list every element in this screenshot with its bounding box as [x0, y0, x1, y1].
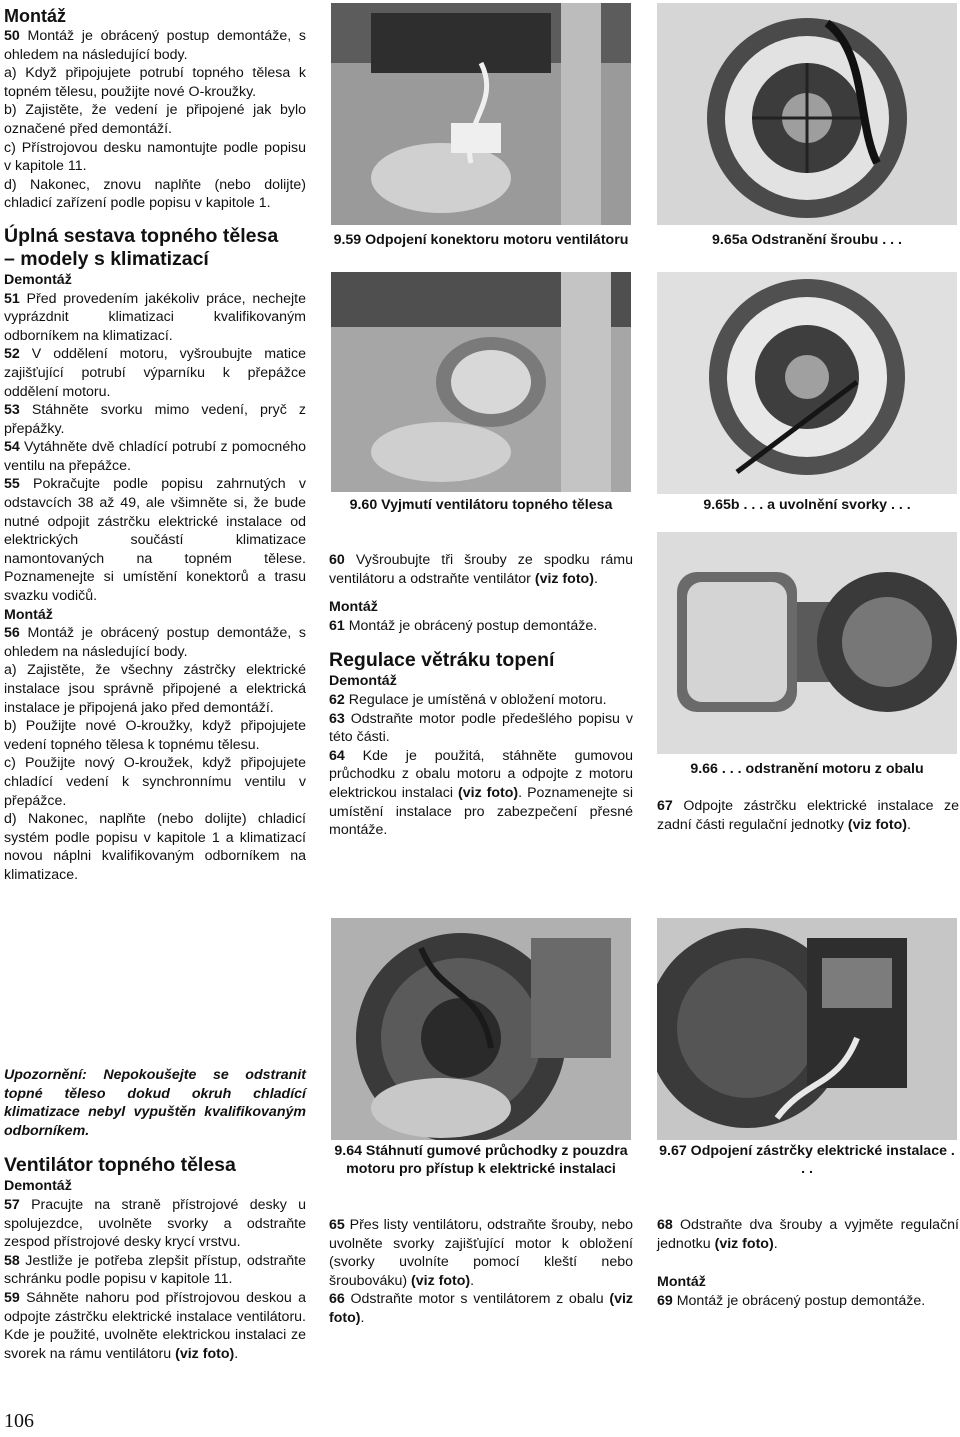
step-number: 52 — [4, 346, 20, 363]
step-text: Odpojte zástrčku elektrické instalace ze zadní části regulační jednotky — [657, 798, 959, 833]
photo-9-60 — [331, 272, 631, 492]
step-text: Regulace je umístěná v obložení motoru. — [344, 691, 607, 708]
paragraph-62 — [329, 691, 633, 710]
item-c2: c) Použijte nový O-kroužek, když připojujete chladící vedení k synchronnímu ventilu v přepážce. — [4, 755, 306, 809]
column-1-lower — [4, 1066, 306, 1363]
step-number: 51 — [4, 290, 20, 307]
step-number: 57 — [4, 1196, 20, 1213]
caption-9-67: 9.67 Odpojení zástrčky elektrické instalace . . . — [659, 1143, 955, 1177]
photo-ref: (viz foto) — [458, 784, 519, 801]
warning-label: Upozornění: — [4, 1067, 87, 1083]
step-number: 56 — [4, 625, 20, 642]
paragraph-69 — [657, 1292, 959, 1311]
photo-9-65a — [657, 3, 957, 225]
step-text: V oddělení motoru, vyšroubujte matice zajišťující potrubí výparníku k přepážce oddělení motoru. — [4, 346, 306, 400]
photo-ref: (viz foto) — [534, 570, 594, 587]
step-text: Montáž je obrácený postup demontáže, s ohledem na následující body. — [4, 625, 306, 660]
photo-9-65a-image — [657, 3, 957, 225]
section-heading-line-1: Úplná sestava topného tělesa — [4, 224, 279, 247]
paragraph-64 — [329, 747, 633, 840]
step-number: 59 — [4, 1289, 20, 1306]
paragraph-59 — [4, 1289, 306, 1363]
photo-9-66-image — [657, 532, 957, 754]
step-text-end: . — [906, 816, 911, 833]
subheading-demontaz: Demontáž — [329, 673, 397, 690]
heading-montaz: Montáž — [4, 6, 66, 26]
item-a2: a) Zajistěte, že všechny zástrčky elektrické instalace jsou správně připojené a elektrická instalace je připojená jako před demontáží. — [4, 662, 306, 716]
paragraph-53 — [4, 401, 306, 438]
step-text: Stáhněte svorku mimo vedení, pryč z přepážky. — [4, 402, 306, 437]
page-number: 106 — [4, 1410, 34, 1432]
step-number: 58 — [4, 1252, 20, 1269]
section-heading-ventilator: Ventilátor topného tělesa — [4, 1154, 236, 1177]
step-text: Montáž je obrácený postup demontáže. — [344, 617, 598, 634]
photo-9-65b — [657, 272, 957, 494]
step-number: 65 — [329, 1217, 345, 1233]
step-text: Odstraňte motor s ventilátorem z obalu — [344, 1291, 610, 1308]
subheading-demontaz-2: Demontáž — [4, 1178, 72, 1195]
step-number: 60 — [329, 552, 345, 568]
step-number: 53 — [4, 402, 20, 419]
photo-ref: (viz foto) — [411, 1272, 471, 1289]
caption-9-59: 9.59 Odpojení konektoru motoru ventilátoru — [333, 232, 629, 248]
step-text-end: . — [360, 1309, 365, 1326]
paragraph-58 — [4, 1252, 306, 1289]
step-number: 61 — [329, 617, 345, 634]
paragraph-54 — [4, 438, 306, 475]
step-text: Jestliže je potřeba zlepšit přístup, odstraňte schránku podle popisu v kapitole 11. — [4, 1252, 306, 1288]
subheading-demontaz: Demontáž — [4, 271, 72, 288]
step-text: Kde je použitá, stáhněte gumovou průchodku z obalu motoru a odpojte z motoru elektrickou instalaci — [329, 747, 633, 801]
subheading-montaz: Montáž — [4, 606, 53, 623]
caption-9-66: 9.66 . . . odstranění motoru z obalu — [690, 761, 924, 777]
item-b2: b) Použijte nové O-kroužky, když připojujete vedení topného tělesa k topnému tělesu. — [4, 718, 306, 753]
column-3-text — [657, 797, 959, 834]
step-number: 68 — [657, 1217, 673, 1233]
section-heading-regulace: Regulace větráku topení — [329, 649, 555, 672]
paragraph-65 — [329, 1216, 633, 1290]
photo-9-59 — [331, 3, 631, 225]
caption-9-64: 9.64 Stáhnutí gumové průchodky z pouzdra motoru pro přístup k elektrické instalaci — [334, 1143, 628, 1177]
paragraph-60 — [329, 551, 633, 588]
warning-note — [4, 1066, 306, 1140]
step-text: Sáhněte nahoru pod přístrojovou deskou a odpojte zástrčku elektrické instalace ventilátoru. Kde je použité, uvolněte elektrickou instalaci ze svorek na rámu ventilátoru — [4, 1289, 306, 1362]
photo-9-65b-image — [657, 272, 957, 494]
step-text: Odstraňte motor podle předešlého popisu v této části. — [329, 710, 633, 746]
step-text-end: . — [593, 570, 598, 587]
paragraph-67 — [657, 797, 959, 834]
paragraph-57 — [4, 1196, 306, 1252]
photo-9-67-image — [657, 918, 957, 1140]
step-text: Vytáhněte dvě chladící potrubí z pomocného ventilu na přepážce. — [4, 439, 306, 474]
photo-9-66 — [657, 532, 957, 754]
step-number: 69 — [657, 1292, 673, 1309]
step-number: 55 — [4, 476, 20, 493]
step-number: 50 — [4, 28, 20, 44]
item-d2: d) Nakonec, naplňte (nebo dolijte) chladicí systém podle popisu v kapitole 1 a klimatizací novou náplni kvalifikovaným odborníkem na klimatizace. — [4, 811, 306, 883]
step-text: Přes listy ventilátoru, odstraňte šrouby, nebo uvolněte svorky zajišťující motor k obložení (svorky uvolníte pomocí kleští nebo šroubováku) — [329, 1217, 633, 1289]
subheading-montaz: Montáž — [657, 1274, 706, 1291]
paragraph-63 — [329, 710, 633, 747]
photo-9-67 — [657, 918, 957, 1140]
step-number: 62 — [329, 691, 345, 708]
photo-9-59-image — [331, 3, 631, 225]
photo-ref: (viz foto) — [175, 1345, 235, 1362]
paragraph-55 — [4, 475, 306, 605]
photo-ref: (viz foto) — [329, 1291, 633, 1326]
caption-9-65b: 9.65b . . . a uvolnění svorky . . . — [703, 497, 911, 513]
paragraph-66 — [329, 1290, 633, 1327]
step-text: Montáž je obrácený postup demontáže, s ohledem na následující body. — [4, 28, 306, 63]
column-3-lower — [657, 1216, 959, 1310]
paragraph-61 — [329, 617, 633, 636]
paragraph-50 — [4, 27, 306, 64]
item-b1: b) Zajistěte, že vedení je připojené jak bylo označené před demontáží. — [4, 102, 306, 137]
section-heading-line-2: – modely s klimatizací — [4, 247, 209, 270]
subheading-montaz: Montáž — [329, 599, 378, 616]
column-2-text — [329, 551, 633, 840]
item-c1: c) Přístrojovou desku namontujte podle popisu v kapitole 11. — [4, 139, 306, 175]
warning-text: Nepokoušejte se odstranit topné těleso dokud okruh chladící klimatizace nebyl vypuštěn kvalifikovaným odborníkem. — [4, 1067, 306, 1139]
step-text-end: . Poznamenejte si umístění instalace pro zabezpečení přesné montáže. — [329, 784, 633, 839]
step-number: 63 — [329, 710, 345, 727]
step-number: 54 — [4, 439, 20, 456]
photo-9-64-image — [331, 918, 631, 1140]
step-text-end: . — [234, 1345, 239, 1362]
step-text: Odstraňte dva šrouby a vyjměte regulační jednotku — [657, 1217, 959, 1252]
step-number: 64 — [329, 747, 345, 764]
step-number: 66 — [329, 1291, 345, 1308]
photo-ref: (viz foto) — [714, 1235, 774, 1252]
step-number: 67 — [657, 798, 673, 814]
paragraph-52 — [4, 345, 306, 401]
step-text: Pracujte na straně přístrojové desky u spolujezdce, uvolněte svorky a odstraňte zespod přístrojové desky krycí vrstvu. — [4, 1196, 306, 1251]
caption-9-60: 9.60 Vyjmutí ventilátoru topného tělesa — [349, 497, 613, 513]
step-text-end: . — [773, 1235, 778, 1252]
item-d1: d) Nakonec, znovu naplňte (nebo dolijte) chladicí zařízení podle popisu v kapitole 1. — [4, 176, 306, 212]
paragraph-56 — [4, 624, 306, 661]
step-text: Montáž je obrácený postup demontáže. — [672, 1292, 926, 1309]
column-1 — [4, 5, 306, 885]
paragraph-51 — [4, 290, 306, 346]
column-2-lower — [329, 1216, 633, 1328]
photo-ref: (viz foto) — [847, 816, 907, 833]
paragraph-68 — [657, 1216, 959, 1253]
step-text: Vyšroubujte tři šrouby ze spodku rámu ventilátoru a odstraňte ventilátor — [329, 552, 633, 587]
step-text-end: . — [470, 1272, 475, 1289]
photo-9-60-image — [331, 272, 631, 492]
step-text: Pokračujte podle popisu zahrnutých v odstavcích 38 až 49, ale všimněte si, že bude nutné odpojit zástrčku elektrické instalace od elektrických součástí klimatizace namontovaných na topném tělese. Poznamenejte si umístění konektorů a trasu svazku vodičů. — [4, 476, 306, 605]
item-a1: a) Když připojujete potrubí topného tělesa k topném tělesu, použijte nové O-kroužky. — [4, 65, 306, 100]
photo-9-64 — [331, 918, 631, 1140]
caption-9-65a: 9.65a Odstranění šroubu . . . — [711, 232, 902, 248]
step-text: Před provedením jakékoliv práce, nechejte vyprázdnit klimatizaci kvalifikovaným odborníkem na klimatizací. — [4, 290, 306, 344]
